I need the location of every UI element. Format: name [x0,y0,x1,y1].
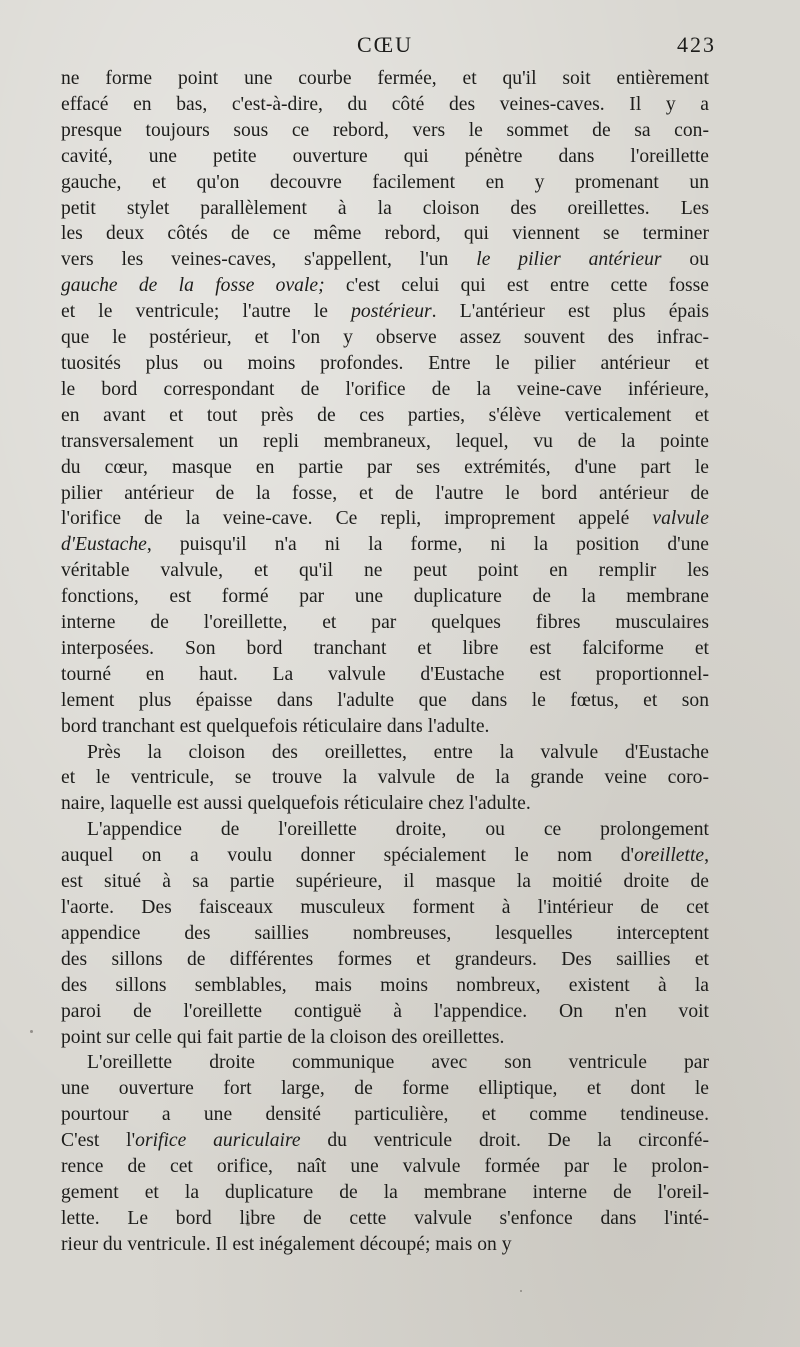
text-line [61,351,709,377]
paper-speck [246,1222,250,1226]
italic-term: valvule [652,508,709,530]
text-run: point sur celle qui fait partie de la cloison des oreillettes. [61,1026,505,1048]
text-line [61,584,709,610]
text-run: , puisqu'il n'a ni la forme, ni la position d'une [146,534,709,556]
text-line [61,1128,709,1154]
text-line [61,1180,709,1206]
text-run: , [704,845,709,867]
paragraph [61,66,709,740]
paragraph [61,817,709,1050]
text-line [61,196,709,222]
text-run: c'est celui qui est entre cette fosse [324,275,709,297]
text-run: l'orifice de la veine-cave. Ce repli, improprement appelé [61,508,653,530]
italic-term: gauche de la fosse ovale; [61,275,325,297]
text-run: Près la cloison des oreillettes, entre la valvule d'Eustache [87,741,709,763]
text-run: rence de cet orifice, naît une valvule formée par le prolon- [61,1156,709,1178]
text-run: que le postérieur, et l'on y observe assez souvent des infrac- [61,327,709,349]
text-line [61,273,709,299]
text-run: fonctions, est formé par une duplicature de la membrane [61,586,709,608]
text-line [61,688,709,714]
text-run: des sillons semblables, mais moins nombreux, existent à la [61,974,709,996]
italic-term: le pilier antérieur [476,249,662,271]
text-run: pilier antérieur de la fosse, et de l'autre le bord antérieur de [61,482,709,504]
text-line [61,481,709,507]
text-line [61,973,709,999]
text-line [61,999,709,1025]
text-line [61,791,709,817]
text-run: rieur du ventricule. Il est inégalement découpé; mais on y [61,1233,512,1255]
text-line [61,895,709,921]
text-line [61,66,709,92]
text-line [61,1025,709,1051]
text-run: L'oreillette droite communique avec son ventricule par [87,1052,709,1074]
text-run: gauche, et qu'on decouvre facilement en y promenant un [61,171,709,193]
text-run: cavité, une petite ouverture qui pénètre dans l'oreillette [61,145,709,167]
text-line [61,1102,709,1128]
text-line [61,118,709,144]
text-run: lette. Le bord libre de cette valvule s'enfonce dans l'inté- [61,1207,709,1229]
text-run: interposées. Son bord tranchant et libre est falciforme et [61,637,709,659]
text-run: gement et la duplicature de la membrane interne de l'oreil- [61,1181,709,1203]
text-run: vers les veines-caves, s'appellent, l'un [61,249,477,271]
text-line [61,740,709,766]
text-line [61,325,709,351]
text-run: pourtour a une densité particulière, et comme tendineuse. [61,1104,709,1126]
text-run: le bord correspondant de l'orifice de la veine-cave inférieure, [61,378,709,400]
text-run: les deux côtés de ce même rebord, qui viennent se terminer [61,223,709,245]
text-run: véritable valvule, et qu'il ne peut point en remplir les [61,560,709,582]
text-run: l'aorte. Des faisceaux musculeux forment à l'intérieur de cet [61,897,709,918]
text-run: tuosités plus ou moins profondes. Entre le pilier antérieur et [61,352,709,374]
text-line [61,92,709,118]
text-line [61,765,709,791]
text-line [61,429,709,455]
text-run: des sillons de différentes formes et grandeurs. Des saillies et [61,948,709,970]
text-line [61,532,709,558]
text-run: ne forme point une courbe fermée, et qu'il soit entièrement [61,68,709,89]
text-run: . L'antérieur est plus épais [431,301,709,323]
text-run: du cœur, masque en partie par ses extrémités, d'une part le [61,456,709,478]
text-run: petit stylet parallèlement à la cloison des oreillettes. Les [61,197,709,219]
text-line [61,506,709,532]
text-run: transversalement un repli membraneux, lequel, vu de la pointe [61,430,709,452]
page-number: 423 [677,32,716,57]
text-run: tourné en haut. La valvule d'Eustache est proportionnel- [61,663,709,685]
text-run: du ventricule droit. De la circonfé- [300,1130,709,1152]
text-line [61,403,709,429]
text-line [61,636,709,662]
text-run: effacé en bas, c'est-à-dire, du côté des veines-caves. Il y a [61,93,709,115]
text-line [61,170,709,196]
italic-term: d'Eustache [61,534,147,556]
text-run: paroi de l'oreillette contiguë à l'appendice. On n'en voit [61,1000,709,1022]
text-line [61,1232,709,1258]
text-run: presque toujours sous ce rebord, vers le sommet de sa con- [61,119,709,141]
text-run: et le ventricule; l'autre le [61,301,352,323]
text-line [61,247,709,273]
text-line [61,662,709,688]
text-line [61,299,709,325]
text-line [61,1076,709,1102]
italic-term: oreillette [634,845,705,867]
text-line [61,144,709,170]
paper-speck [30,1030,33,1033]
text-run: ou [661,249,709,271]
paragraph [61,740,709,818]
text-line [61,377,709,403]
text-run: C'est l' [61,1130,136,1152]
text-line [61,1050,709,1076]
text-run: en avant et tout près de ces parties, s'élève verticalement et [61,404,709,426]
text-run: lement plus épaisse dans l'adulte que dans le fœtus, et son [61,689,709,711]
text-line [61,843,709,869]
paragraph [61,1050,709,1257]
text-line [61,558,709,584]
text-line [61,817,709,843]
text-run: bord tranchant est quelquefois réticulaire dans l'adulte. [61,715,490,737]
text-line [61,455,709,481]
text-line [61,921,709,947]
text-line [61,714,709,740]
text-run: L'appendice de l'oreillette droite, ou ce prolongement [87,819,709,841]
italic-term: orifice auriculaire [135,1130,301,1152]
text-run: et le ventricule, se trouve la valvule de la grande veine coro- [61,767,709,789]
text-line [61,1206,709,1232]
paper-speck [520,1290,522,1292]
body-text [61,66,709,1258]
text-run: auquel on a voulu donner spécialement le nom d' [61,845,635,867]
text-run: une ouverture fort large, de forme elliptique, et dont le [61,1078,709,1100]
text-run: interne de l'oreillette, et par quelques fibres musculaires [61,612,709,634]
text-line [61,221,709,247]
text-line [61,610,709,636]
text-run: naire, laquelle est aussi quelquefois réticulaire chez l'adulte. [61,793,531,815]
text-run: appendice des saillies nombreuses, lesquelles interceptent [61,922,709,944]
text-line [61,869,709,895]
text-line [61,947,709,973]
text-line [61,1154,709,1180]
italic-term: postérieur [351,301,432,323]
running-title: CŒU [356,32,414,57]
text-run: est situé à sa partie supérieure, il masque la moitié droite de [61,871,709,893]
running-header [60,32,716,62]
